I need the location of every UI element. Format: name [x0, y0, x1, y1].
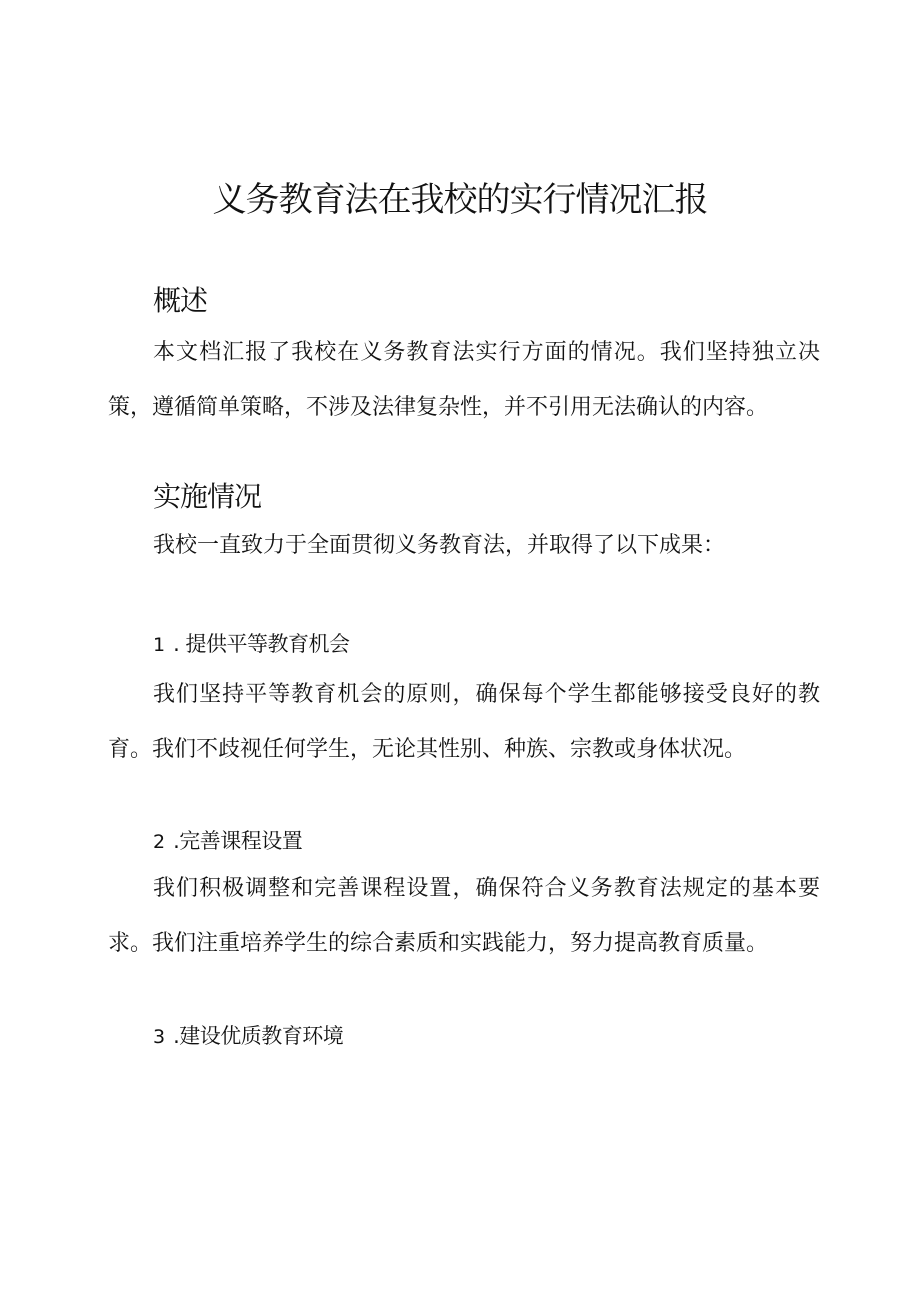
overview-paragraph: 本文档汇报了我校在义务教育法实行方面的情况。我们坚持独立决策，遵循简单策略，不涉及法律复杂性，并不引用无法确认的内容。: [108, 340, 820, 420]
item-2-heading: [153, 826, 302, 857]
item-1-number: 1: [153, 634, 166, 656]
item-2-number: 2: [153, 831, 166, 853]
item-1-title: . 提供平等教育机会: [173, 632, 350, 656]
item-2-title: .完善课程设置: [173, 829, 303, 853]
item-3-title: .建设优质教育环境: [173, 1024, 344, 1048]
item-1-heading: [153, 629, 349, 660]
implementation-heading: 实施情况: [153, 480, 262, 513]
item-1-paragraph: 我们坚持平等教育机会的原则，确保每个学生都能够接受良好的教育。我们不歧视任何学生，无论其性别、种族、宗教或身体状况。: [108, 682, 820, 762]
document-title: 义务教育法在我校的实行情况汇报: [212, 180, 708, 220]
item-3-heading: [153, 1021, 343, 1052]
item-2-paragraph: 我们积极调整和完善课程设置，确保符合义务教育法规定的基本要求。我们注重培养学生的综合素质和实践能力，努力提高教育质量。: [108, 876, 820, 956]
overview-heading: 概述: [153, 284, 208, 317]
implementation-intro: 我校一直致力于全面贯彻义务教育法，并取得了以下成果：: [153, 533, 726, 558]
item-3-number: 3: [153, 1026, 166, 1048]
